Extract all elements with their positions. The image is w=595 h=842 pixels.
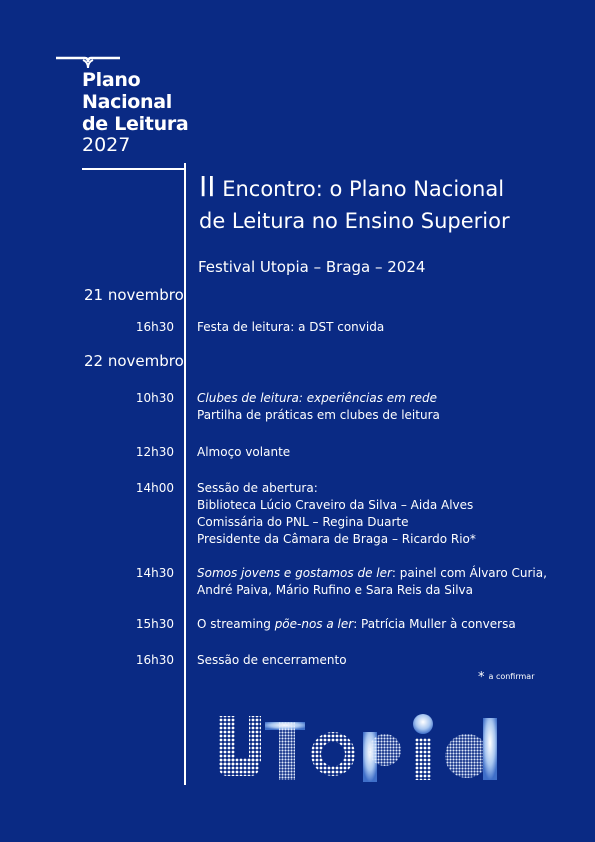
utopia-logo xyxy=(215,710,505,786)
footnote xyxy=(478,670,534,685)
letter-o xyxy=(311,732,355,776)
day-date-2: 22 novembro xyxy=(84,352,184,370)
event-text: Partilha de práticas em clubes de leitura xyxy=(197,408,440,422)
event-time: 10h30 xyxy=(135,391,174,405)
brand-line-3: de Leitura xyxy=(82,113,189,135)
event-text: Festa de leitura: a DST convida xyxy=(197,320,385,334)
brand-year: 2027 xyxy=(82,134,131,156)
event-text: Clubes de leitura: experiências em rede xyxy=(197,391,437,405)
vertical-rule xyxy=(184,163,186,785)
letter-p xyxy=(363,732,401,782)
event-time: 14h30 xyxy=(135,566,174,580)
title-line-1-text: Encontro: o Plano Nacional xyxy=(222,177,505,201)
event-time: 16h30 xyxy=(135,653,174,667)
event-text: Biblioteca Lúcio Craveiro da Silva – Aida Alves xyxy=(197,498,474,512)
brand-line-2: Nacional xyxy=(82,91,173,113)
event-text-rest: : Patrícia Muller à conversa xyxy=(353,617,516,631)
event-text-italic: Somos jovens e gostamos de ler xyxy=(197,566,392,580)
event-text: Sessão de encerramento xyxy=(197,653,347,667)
festival-subtitle: Festival Utopia – Braga – 2024 xyxy=(198,258,426,276)
book-logo-icon xyxy=(55,56,121,70)
event-text: Comissária do PNL – Regina Duarte xyxy=(197,515,409,529)
brand-line-1: Plano xyxy=(82,69,141,91)
event-text-rest: : painel com Álvaro Curia, xyxy=(391,566,547,580)
event-text: Sessão de abertura: xyxy=(197,481,318,495)
letter-a xyxy=(445,718,497,780)
event-time: 15h30 xyxy=(135,617,174,631)
event-text-pre: O streaming xyxy=(197,617,275,631)
footnote-star: * xyxy=(478,670,485,685)
event-time: 14h00 xyxy=(135,481,174,495)
event-text: André Paiva, Mário Rufino e Sara Reis da Silva xyxy=(197,583,473,597)
horizontal-rule xyxy=(82,168,185,170)
event-time: 12h30 xyxy=(135,445,174,459)
event-text xyxy=(197,616,516,633)
event-title-line-1 xyxy=(199,172,504,204)
event-text-italic: põe-nos a ler xyxy=(274,617,354,631)
letter-u xyxy=(219,716,261,776)
event-title-line-2: de Leitura no Ensino Superior xyxy=(199,209,510,233)
day-date-1: 21 novembro xyxy=(84,286,184,304)
event-time: 16h30 xyxy=(135,320,174,334)
title-roman-numeral: II xyxy=(199,170,216,203)
letter-t xyxy=(265,722,305,780)
event-text xyxy=(197,565,547,582)
event-text: Presidente da Câmara de Braga – Ricardo Rio* xyxy=(197,532,476,546)
event-text: Almoço volante xyxy=(197,445,291,459)
letter-i xyxy=(413,714,433,780)
footnote-text: a confirmar xyxy=(488,672,535,681)
